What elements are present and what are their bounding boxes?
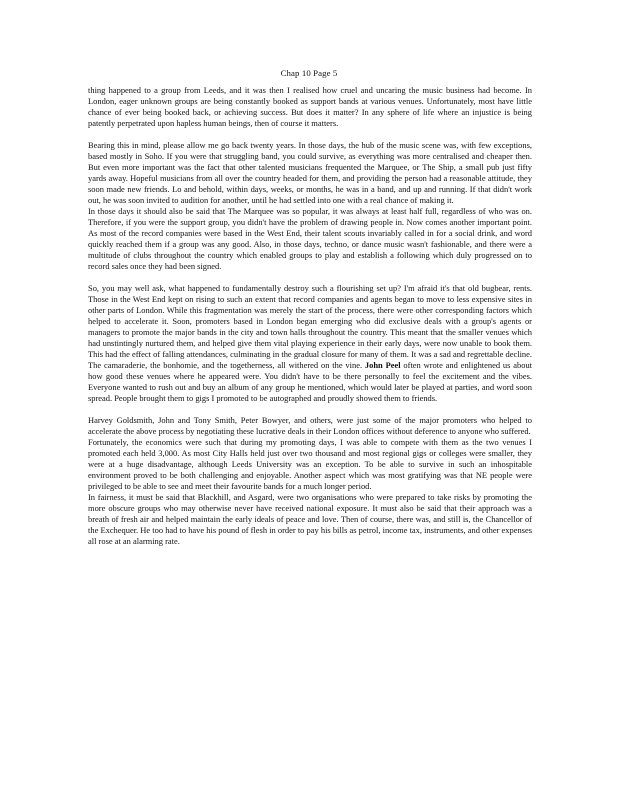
paragraph-2: Bearing this in mind, please allow me go back twenty years. In those days, the hub of the music scene was, with few exceptions, based mostly in Soho. If you were that struggling band, you could survive, as everything was more centralised and cheaper then. But even more important was the fact that other talented musicians frequented the Marquee, or The Ship, a small pub just fifty yards away. Hopeful musicians from all over the country headed for them, and providing the person had a reasonable attitude, they soon made new friends. Lo and behold, within days, weeks, or months, he was in a band, and up and running. If that didn't work out, he was soon invited to audition for another, until he had settled into one with a real chance of making it. xyxy=(88,140,532,205)
body-text xyxy=(88,85,532,547)
paragraph-4 xyxy=(88,283,532,404)
paragraph-7: In fairness, it must be said that Blackhill, and Asgard, were two organisations who were prepared to take risks by promoting the more obscure groups who may otherwise never have received national exposure. It must also be said that their approach was a breath of fresh air and helped maintain the early ideals of peace and love. Then of course, there was, and still is, the Chancellor of the Exchequer. He too had to have his pound of flesh in order to pay his bills as petrol, income tax, instruments, and other expenses all rose at an alarming rate. xyxy=(88,492,532,546)
paragraph-1: thing happened to a group from Leeds, and it was then I realised how cruel and uncaring the music business had become. In London, eager unknown groups are being constantly booked as support bands at various venues. Unfortunately, most have little chance of ever being booked back, or achieving success. But does it matter? In any sphere of life where an injustice is being patently perpetrated upon hapless human beings, then of course it matters. xyxy=(88,85,532,128)
paragraph-4-text-after: often wrote and enlightened us about how good these venues where he appeared were. You didn't have to be there personally to feel the excitement and the vibes. Everyone wanted to rush out and buy an album of any group he mentioned, which would later be played at parties, and word soon spread. People brought them to gigs I promoted to be autographed and proudly showed them to friends. xyxy=(88,360,533,403)
paragraph-4-text-before: So, you may well ask, what happened to fundamentally destroy such a flourishing set up? I'm afraid it's that old bugbear, rents. Those in the West End kept on rising to such an extent that record companies and agents began to move to less expensive sites in other parts of London. While this fragmentation was merely the start of the process, there were other corresponding factors which helped to accelerate it. Soon, promoters based in London began emerging who did exclusive deals with a group's agents or managers to promote the major bands in the city and town halls throughout the country. This meant that the smaller venues which had unstintingly nurtured them, and helped give them vital playing experience in their early days, were now unable to book them. This had the effect of falling attendances, culminating in the gradual closure for many of them. It was a sad and regrettable decline. The camaraderie, the bonhomie, and the togetherness, all withered on the vine. xyxy=(88,283,532,370)
paragraph-6: Fortunately, the economics were such that during my promoting days, I was able to compete with them as the two venues I promoted each held 3,000. As most City Halls held just over two thousand and most regional gigs or colleges were smaller, they were at a huge disadvantage, although Leeds University was an exception. To be able to survive in such an inhospitable environment proved to be both challenging and enjoyable. Another aspect which was most gratifying was that NE people were privileged to be able to see and meet their favourite bands for a much longer period. xyxy=(88,437,532,491)
john-peel-name: John Peel xyxy=(364,360,401,370)
paragraph-3: In those days it should also be said that The Marquee was so popular, it was always at least half full, regardless of who was on. Therefore, if you were the support group, you didn't have the problem of drawing people in. Now comes another important point. As most of the record companies were based in the West End, their talent scouts invariably called in for a social drink, and word quickly reached them if a group was any good. Also, in those days, techno, or dance music wasn't fashionable, and there were a multitude of clubs throughout the country which enabled groups to play and establish a following which duly progressed on to record sales once they had been signed. xyxy=(88,206,532,271)
paragraph-5: Harvey Goldsmith, John and Tony Smith, Peter Bowyer, and others, were just some of the major promoters who helped to accelerate the above process by negotiating these lucrative deals in their London offices without deference to anyone who suffered. xyxy=(88,415,532,436)
page-header: Chap 10 Page 5 xyxy=(280,68,338,78)
